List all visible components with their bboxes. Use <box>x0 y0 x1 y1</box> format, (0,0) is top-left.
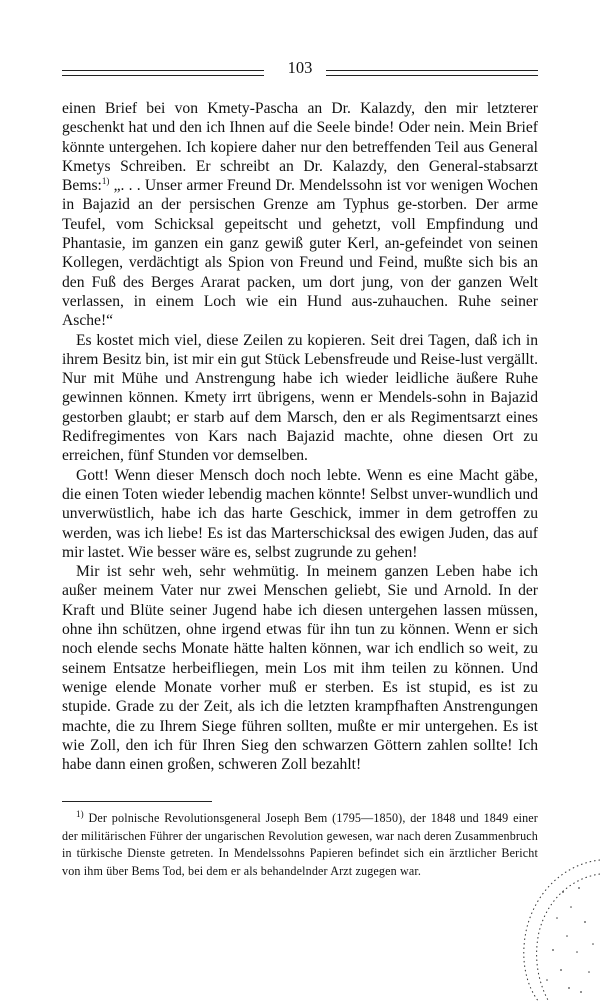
footnote-rule <box>62 801 212 802</box>
footnote-marker: 1) <box>76 808 84 819</box>
footnote <box>62 810 538 880</box>
page-number: 103 <box>287 58 313 77</box>
header-rule-right <box>326 70 538 76</box>
paragraph-2: Es kostet mich viel, diese Zeilen zu kopieren. Seit drei Tagen, daß ich in ihrem Besitz bin, ist mir ein gut Stück Lebensfreude und Reise-lust vergällt. Nur mit Mühe und Anstrengung habe ich wieder leidliche äußere Ruhe gewinnen können. Kmety irrt übrigens, wenn er Mendels-sohn in Bajazid gestorben glaubt; er starb auf dem Marsch, den er als Regimentsarzt eines Redifregimentes von Kars nach Bajazid machte, ohne diesen Ort zu erreichen, fünf Stunden vor demselben. <box>62 331 538 465</box>
paragraph-1-text: einen Brief bei von Kmety-Pascha an Dr. Kalazdy, den mir letzterer geschenkt hat und den ich Ihnen auf die Seele binde! Oder nein. Mein Brief könnte untergehen. Ich kopiere daher nur den betreffenden Teil aus General Kmetys Schreiben. Er schreibt an Dr. Kalazdy, den General-stabsarzt Bems: <box>62 100 538 195</box>
paragraph-4: Mir ist sehr weh, sehr wehmütig. In meinem ganzen Leben habe ich außer meinem Vater nur zwei Menschen geliebt, Sie und Arnold. In der Kraft und Blüte seiner Jugend habe ich diesen untergehen lassen müssen, ohne ihn schützen, ohne irgend etwas für ihn tun zu können. Wenn er sich noch elende sechs Monate hätte halten können, war ich endlich so weit, zu seinem Entsatze herbeifliegen, mein Los mit ihm teilen zu können. Und wenige elende Monate vorher muß er sterben. Es ist stupid, es ist zu stupide. Grade zu der Zeit, als ich die letzten krampfhaften Anstrengungen machte, die zu Ihrem Siege führen sollten, mußte er mir untergehen. Es ist wie Zoll, den ich für Ihren Sieg den schwarzen Göttern zahlen sollte! Ich habe dann einen großen, schweren Zoll bezahlt! <box>62 563 538 774</box>
quoted-letter: „. . . Unser armer Freund Dr. Mendelssohn ist vor wenigen Wochen in Bajazid an der persischen Grenze am Typhus ge-storben. Der arme Teufel, vom Schicksal gepeitscht und gehetzt, voll Empfindung und Phantasie, im ganzen ein ganz gewiß guter Kerl, an-gefeindet von seinen Kollegen, verdächtigt als Spion von Freund und Feind, mußte sich bis an den Fuß des Berges Ararat packen, um dort jung, von der ganzen Welt verlassen, in einem Loch wie ein Hund aus-zuhauchen. Ruhe seiner Asche!“ <box>62 177 538 330</box>
body-text <box>62 99 538 774</box>
paragraph-1 <box>62 99 538 331</box>
paragraph-3: Gott! Wenn dieser Mensch doch noch lebte. Wenn es eine Macht gäbe, die einen Toten wieder lebendig machen könnte! Selbst unver-wundlich und unverwüstlich, habe ich das harte Geschick, immer in dem getroffen zu werden, was ich liebe! Es ist das Marterschicksal des ewigen Juden, das auf mir lastet. Wie besser wäre es, selbst zugrunde zu gehen! <box>62 466 538 561</box>
library-stamp-fragment <box>505 852 600 1002</box>
running-header <box>62 58 538 84</box>
footnote-text: Der polnische Revolutionsgeneral Joseph Bem (1795—1850), der 1848 und 1849 einer der militärischen Führer der ungarischen Revolution gewesen, war nach deren Zusammenbruch in türkische Dienste getreten. In Mendelssohns Papieren befindet sich ein ärztlicher Bericht von ihm über Bems Tod, bei dem er als behandelnder Arzt zugegen war. <box>62 811 538 878</box>
footnote-reference: 1) <box>101 176 110 186</box>
header-rule-left <box>62 70 264 76</box>
